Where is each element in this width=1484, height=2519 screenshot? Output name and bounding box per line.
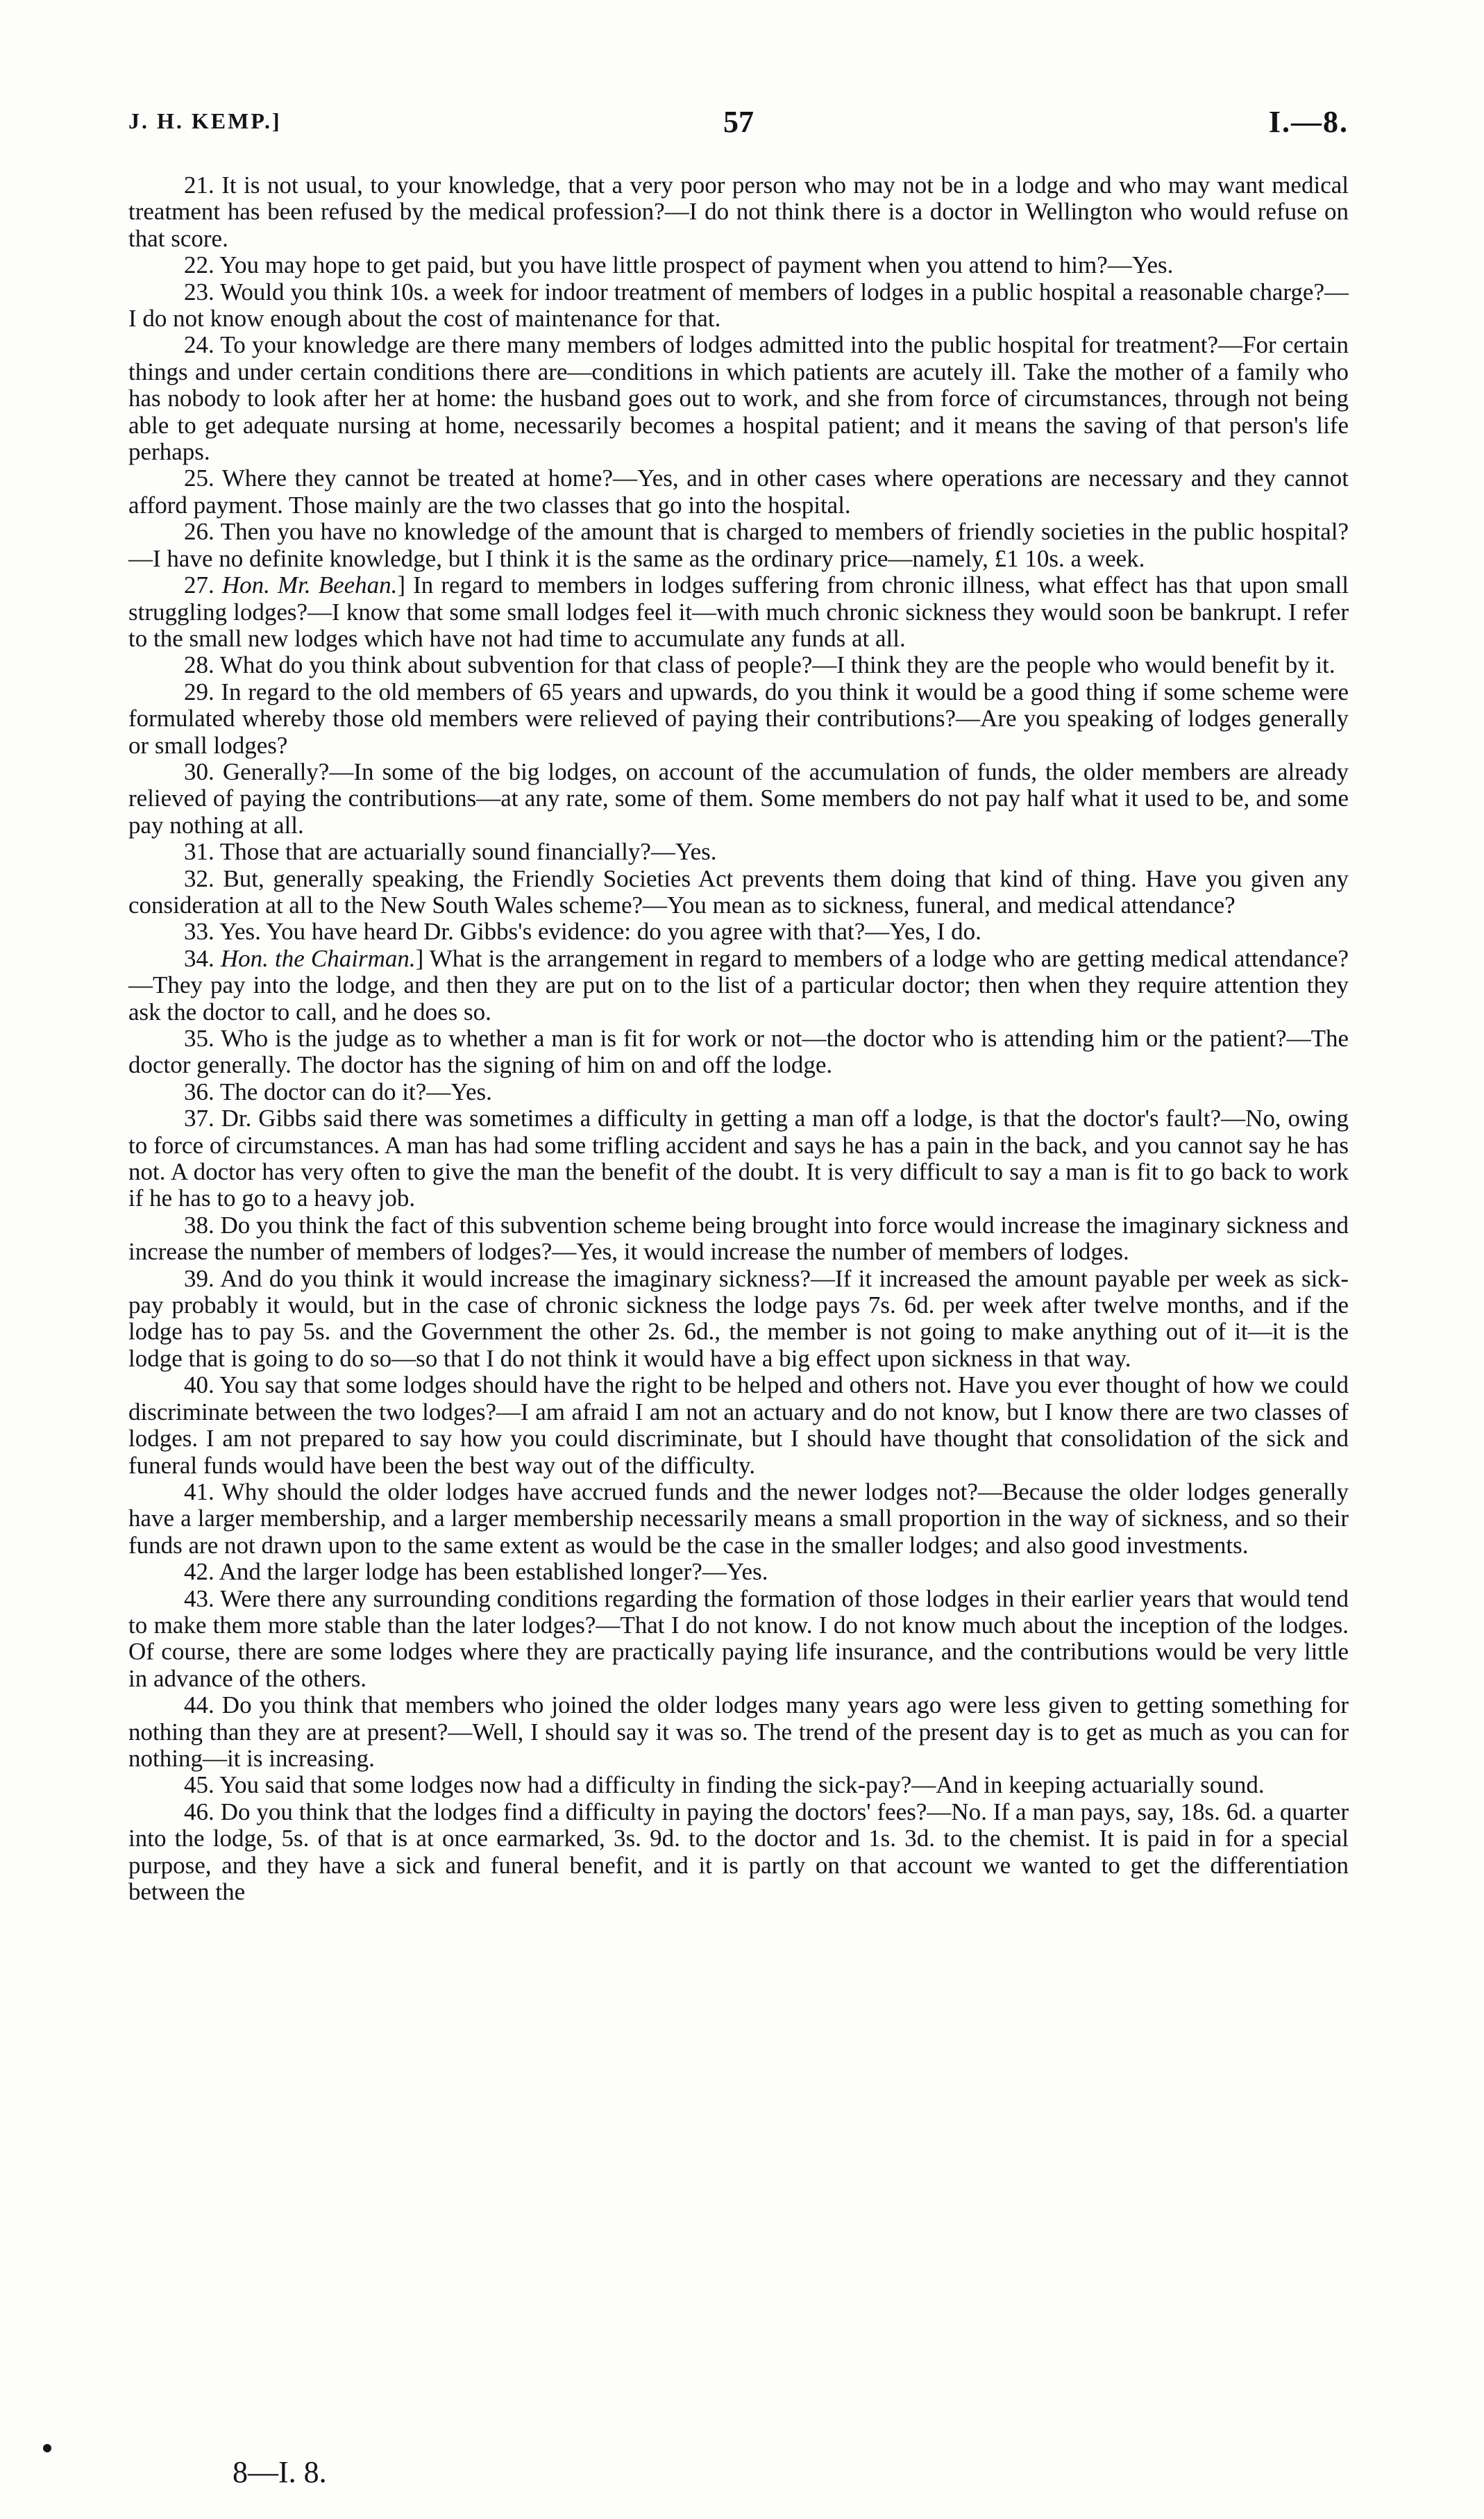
evidence-paragraph xyxy=(128,519,1349,572)
evidence-paragraph xyxy=(128,332,1349,465)
paragraph-text: 46. Do you think that the lodges find a difficulty in paying the doctors' fees?—No. If a man pays, say, 18s. 6d. a quarter into the lodge, 5s. of that is at once earmarked, 3s. 9d. to the doctor and 1s. 3d. to the chemist. It is paid in for a special purpose, and they have a sick and funeral benefit, and it is partly on that account we wanted to get the differentiation between the xyxy=(128,1798,1349,1905)
paragraph-text: 36. The doctor can do it?—Yes. xyxy=(184,1078,492,1105)
evidence-paragraph xyxy=(128,759,1349,839)
evidence-paragraph xyxy=(128,866,1349,919)
evidence-paragraph xyxy=(128,279,1349,333)
paragraph-text: 28. What do you think about subvention for that class of people?—I think they are the people who would benefit by it. xyxy=(184,651,1335,679)
speaker-name: Hon. the Chairman. xyxy=(220,944,416,972)
paragraph-text: 41. Why should the older lodges have accrued funds and the newer lodges not?—Because the older lodges generally have a larger membership, and a larger membership necessarily means a small proportion in the way of sickness, and so their funds are not drawn upon to the same extent as would be the case in the smaller lodges; and also good investments. xyxy=(128,1478,1349,1559)
paragraph-text: ] In regard to members in lodges suffering from chronic illness, what effect has that upon small struggling lodges?—I know that some small lodges feel it—with much chronic sickness they would soon be bankrupt. I refer to the small new lodges which have not had time to accumulate any funds at all. xyxy=(128,571,1349,652)
paragraph-text: 39. And do you think it would increase the imaginary sickness?—If it increased the amount payable per week as sick-pay probably it would, but in the case of chronic sickness the lodge pays 7s. 6d. per week after twelve months, and if the lodge has to pay 5s. and the Government the other 2s. 6d., the member is not going to make anything out of it—it is the lodge that is going to do so—so that I do not think it would have a big effect upon sickness in that way. xyxy=(128,1264,1349,1372)
evidence-paragraph xyxy=(128,1692,1349,1772)
evidence-paragraph xyxy=(128,252,1349,278)
evidence-paragraph xyxy=(128,1479,1349,1559)
paragraph-text: 45. You said that some lodges now had a difficulty in finding the sick-pay?—And in keeping actuarially sound. xyxy=(184,1771,1265,1799)
evidence-paragraph xyxy=(128,1079,1349,1105)
paragraph-text: 24. To your knowledge are there many members of lodges admitted into the public hospital for treatment?—For certain things and under certain conditions there are—conditions in which patients are acutely ill. Take the mother of a family who has nobody to look after her at home: the husband goes out to work, and she from force of circumstances, through not being able to get adequate nursing at home, necessarily becomes a hospital patient; and it means the saving of that person's life perhaps. xyxy=(128,331,1349,466)
paragraph-text: 44. Do you think that members who joined the older lodges many years ago were less given to getting something for nothing than they are at present?—Well, I should say it was so. The trend of the present day is to get as much as you can for nothing—it is increasing. xyxy=(128,1691,1349,1772)
page-number: 57 xyxy=(723,105,754,139)
paragraph-text: 37. Dr. Gibbs said there was sometimes a difficulty in getting a man off a lodge, is that the doctor's fault?—No, owing to force of circumstances. A man has had some trifling accident and says he has a pain in the back, and you cannot say he has not. A doctor has very often to give the man the benefit of the doubt. It is very difficult to say a man is fit to go back to work if he has to go to a heavy job. xyxy=(128,1105,1349,1212)
question-number: 27. xyxy=(184,571,222,599)
evidence-paragraph xyxy=(128,839,1349,865)
header-paper-reference: I.—8. xyxy=(1268,105,1349,139)
paragraph-text: 43. Were there any surrounding conditions regarding the formation of those lodges in their earlier years that would tend to make them more stable than the later lodges?—That I do not know. I do not know much about the inception of the lodges. Of course, there are some lodges where they are practically paying life insurance, and the contributions would be very little in advance of the others. xyxy=(128,1584,1349,1692)
evidence-paragraph xyxy=(128,572,1349,652)
evidence-paragraph xyxy=(128,919,1349,945)
question-number: 34. xyxy=(184,944,221,972)
header-witness-name: J. H. KEMP.] xyxy=(128,108,282,133)
paragraph-text: 33. Yes. You have heard Dr. Gibbs's evidence: do you agree with that?—Yes, I do. xyxy=(184,918,981,946)
evidence-body xyxy=(128,172,1349,1905)
paragraph-text: 23. Would you think 10s. a week for indoor treatment of members of lodges in a public hospital a reasonable charge?—I do not know enough about the cost of maintenance for that. xyxy=(128,278,1349,333)
evidence-paragraph xyxy=(128,1372,1349,1479)
paragraph-text: 42. And the larger lodge has been established longer?—Yes. xyxy=(184,1558,768,1586)
evidence-paragraph xyxy=(128,1266,1349,1373)
paragraph-text: 31. Those that are actuarially sound financially?—Yes. xyxy=(184,838,717,866)
paragraph-text: 40. You say that some lodges should have the right to be helped and others not. Have you ever thought of how we could discriminate between the two lodges?—I am afraid I am not an actuary and do not know, but I know there are two classes of lodges. I am not prepared to say how you could discriminate, but I should have thought that consolidation of the sick and funeral funds would have been the best way out of the difficulty. xyxy=(128,1371,1349,1479)
evidence-paragraph xyxy=(128,946,1349,1026)
paragraph-text: 35. Who is the judge as to whether a man is fit for work or not—the doctor who is attending him or the patient?—The doctor generally. The doctor has the signing of him on and off the lodge. xyxy=(128,1025,1349,1079)
evidence-paragraph xyxy=(128,172,1349,252)
evidence-paragraph xyxy=(128,679,1349,759)
evidence-paragraph xyxy=(128,1105,1349,1212)
evidence-paragraph xyxy=(128,1799,1349,1906)
paragraph-text: 29. In regard to the old members of 65 years and upwards, do you think it would be a good thing if some scheme were formulated whereby those old members were relieved of paying their contributions?—Are you speaking of lodges generally or small lodges? xyxy=(128,678,1349,759)
paragraph-text: 38. Do you think the fact of this subvention scheme being brought into force would increase the imaginary sickness and increase the number of members of lodges?—Yes, it would increase the number of members of lodges. xyxy=(128,1211,1349,1266)
paragraph-text: ] What is the arrangement in regard to members of a lodge who are getting medical attendance?—They pay into the lodge, and then they are put on to the list of a particular doctor; then when they require attention they ask the doctor to call, and he does so. xyxy=(128,944,1349,1026)
paragraph-text: 30. Generally?—In some of the big lodges, on account of the accumulation of funds, the older members are already relieved of paying the contributions—at any rate, some of them. Some members do not pay half what it used to be, and some pay nothing at all. xyxy=(128,758,1349,839)
evidence-paragraph xyxy=(128,1212,1349,1266)
paragraph-text: 26. Then you have no knowledge of the amount that is charged to members of friendly societies in the public hospital?—I have no definite knowledge, but I think it is the same as the ordinary price—namely, £1 10s. a week. xyxy=(128,518,1349,572)
paragraph-text: 22. You may hope to get paid, but you have little prospect of payment when you attend to him?—Yes. xyxy=(184,251,1174,279)
footer-signature-mark: 8—I. 8. xyxy=(233,2455,327,2489)
paragraph-text: 21. It is not usual, to your knowledge, that a very poor person who may not be in a lodge and who may want medical treatment has been refused by the medical profession?—I do not think there is a doctor in Wellington who would refuse on that score. xyxy=(128,171,1349,252)
evidence-paragraph xyxy=(128,652,1349,678)
paragraph-text: 32. But, generally speaking, the Friendly Societies Act prevents them doing that kind of thing. Have you given any consideration at all to the New South Wales scheme?—You mean as to sickness, funeral, and medical attendance? xyxy=(128,864,1349,919)
evidence-paragraph xyxy=(128,1772,1349,1798)
margin-dot xyxy=(43,2444,51,2452)
evidence-paragraph xyxy=(128,1586,1349,1693)
evidence-paragraph xyxy=(128,465,1349,519)
paragraph-text: 25. Where they cannot be treated at home?—Yes, and in other cases where operations are necessary and they cannot afford payment. Those mainly are the two classes that go into the hospital. xyxy=(128,465,1349,519)
evidence-paragraph xyxy=(128,1026,1349,1079)
page-header xyxy=(128,104,1349,146)
evidence-paragraph xyxy=(128,1559,1349,1585)
speaker-name: Hon. Mr. Beehan. xyxy=(221,571,398,599)
